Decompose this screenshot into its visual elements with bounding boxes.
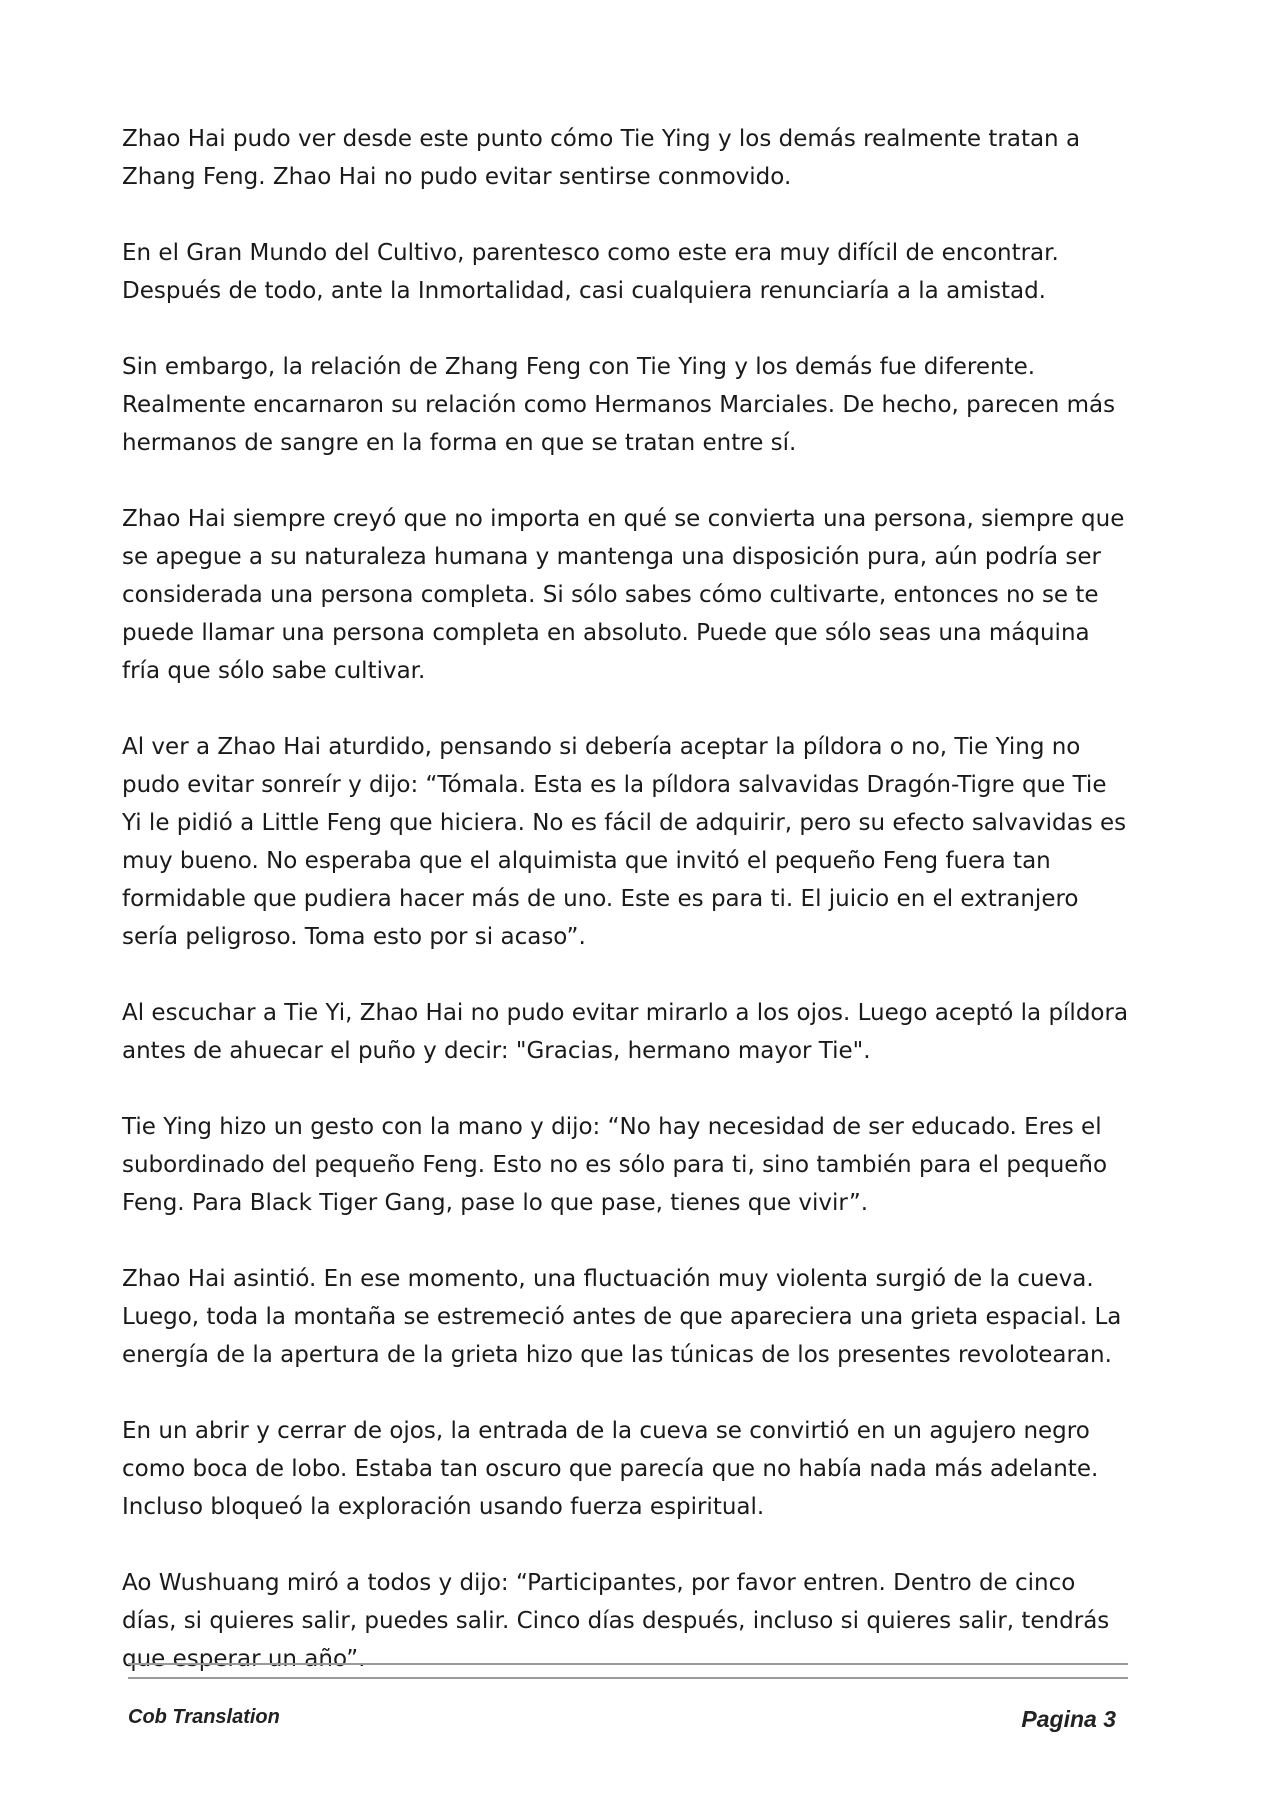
paragraph: Zhao Hai asintió. En ese momento, una fluctuación muy violenta surgió de la cueva. Luego, toda la montaña se estremeció antes de que apareciera una grieta espacial. La energía de la apertura de la grieta hizo que las túnicas de los presentes revolotearan. xyxy=(122,1266,1122,1368)
paragraph: En el Gran Mundo del Cultivo, parentesco como este era muy difícil de encontrar. Después de todo, ante la Inmortalidad, casi cualquiera renunciaría a la amistad. xyxy=(122,240,1059,304)
footer-divider-bottom xyxy=(128,1677,1128,1679)
paragraph: Tie Ying hizo un gesto con la mano y dijo: “No hay necesidad de ser educado. Eres el subordinado del pequeño Feng. Esto no es sólo para ti, sino también para el pequeño Feng. Para Black Tiger Gang, pase lo que pase, tienes que vivir”. xyxy=(122,1114,1108,1216)
page-body xyxy=(122,120,1132,1716)
paragraph: Al escuchar a Tie Yi, Zhao Hai no pudo evitar mirarlo a los ojos. Luego aceptó la píldora antes de ahuecar el puño y decir: "Gracias, hermano mayor Tie". xyxy=(122,1000,1129,1064)
paragraph: Zhao Hai pudo ver desde este punto cómo Tie Ying y los demás realmente tratan a Zhang Feng. Zhao Hai no pudo evitar sentirse conmovido. xyxy=(122,126,1081,190)
paragraph: Ao Wushuang miró a todos y dijo: “Participantes, por favor entren. Dentro de cinco días, si quieres salir, puedes salir. Cinco días después, incluso si quieres salir, tendrás que esperar un año”. xyxy=(122,1570,1110,1672)
paragraph: En un abrir y cerrar de ojos, la entrada de la cueva se convirtió en un agujero negro como boca de lobo. Estaba tan oscuro que parecía que no había nada más adelante. Incluso bloqueó la exploración usando fuerza espiritual. xyxy=(122,1418,1099,1520)
page-number: Pagina 3 xyxy=(1021,1706,1116,1732)
paragraph: Sin embargo, la relación de Zhang Feng con Tie Ying y los demás fue diferente. Realmente encarnaron su relación como Hermanos Marciales. De hecho, parecen más hermanos de sangre en la forma en que se tratan entre sí. xyxy=(122,354,1116,456)
paragraph: Zhao Hai siempre creyó que no importa en qué se convierta una persona, siempre que se apegue a su naturaleza humana y mantenga una disposición pura, aún podría ser considerada una persona completa. Si sólo sabes cómo cultivarte, entonces no se te puede llamar una persona completa en absoluto. Puede que sólo seas una máquina fría que sólo sabe cultivar. xyxy=(122,506,1125,684)
paragraph: Al ver a Zhao Hai aturdido, pensando si debería aceptar la píldora o no, Tie Ying no pudo evitar sonreír y dijo: “Tómala. Esta es la píldora salvavidas Dragón-Tigre que Tie Yi le pidió a Little Feng que hiciera. No es fácil de adquirir, pero su efecto salvavidas es muy bueno. No esperaba que el alquimista que invitó el pequeño Feng fuera tan formidable que pudiera hacer más de uno. Este es para ti. El juicio en el extranjero sería peligroso. Toma esto por si acaso”. xyxy=(122,734,1127,950)
footer-divider-top xyxy=(128,1663,1128,1665)
footer-credit: Cob Translation xyxy=(128,1706,280,1728)
